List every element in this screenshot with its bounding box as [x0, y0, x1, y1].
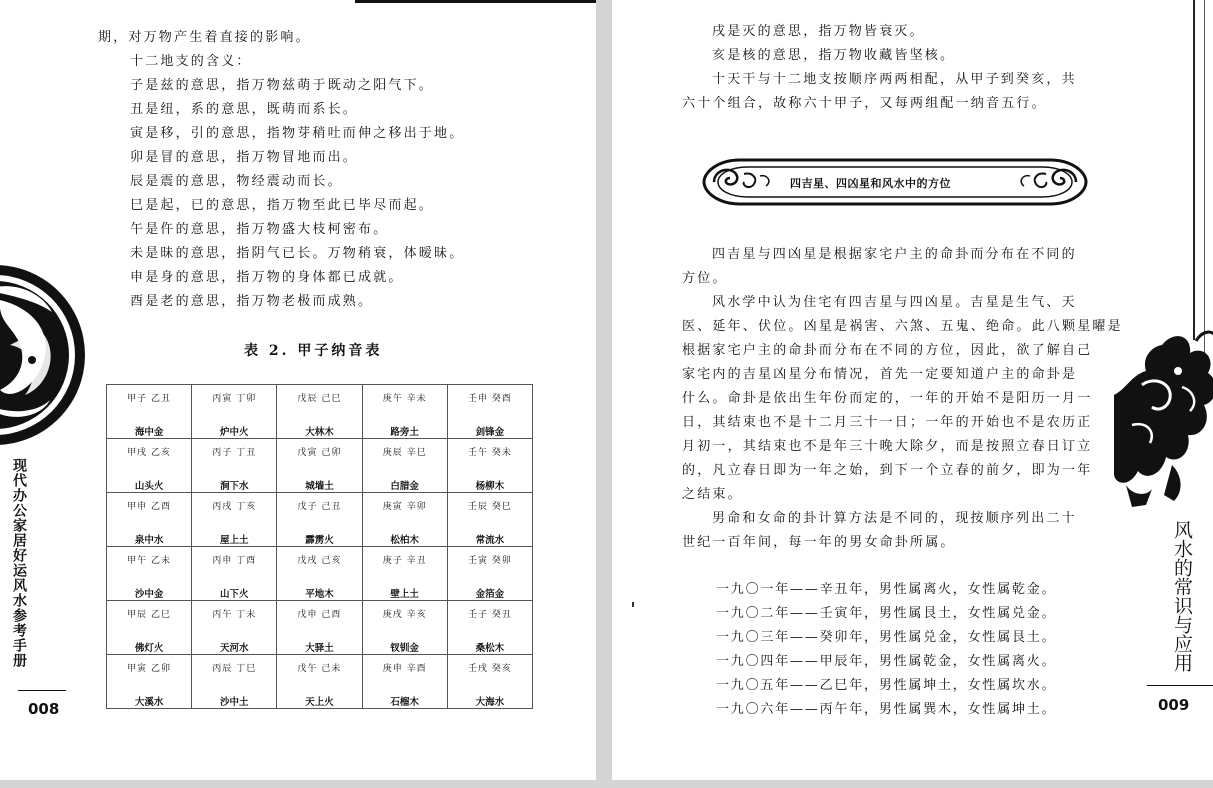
- decorative-medallion: [0, 250, 90, 460]
- table-cell: [107, 385, 192, 439]
- paragraph: 风水学中认为住宅有四吉星与四凶星。吉星是生气、天: [712, 295, 1077, 310]
- nayin-element: 涧下水: [220, 481, 249, 492]
- paragraph: 月初一，其结束也不是年三十晚大除夕，而是按照立春日订立: [682, 439, 1093, 454]
- table-cell: [447, 601, 532, 655]
- table-cell: [192, 655, 277, 709]
- page-number-rule: [1147, 685, 1213, 686]
- table-cell: [362, 655, 447, 709]
- paragraph: 期，对万物产生着直接的影响。: [98, 30, 311, 45]
- year-entry: 一九〇三年——癸卯年，男性属兑金，女性属艮土。: [716, 630, 1057, 645]
- nayin-element: 屋上土: [220, 535, 249, 546]
- paragraph: 什么。命卦是依出生年份而定的，一年的开始不是阳历一月一: [682, 391, 1093, 406]
- paragraph: 酉是老的意思，指万物老极而成熟。: [130, 294, 374, 309]
- paragraph: 之结束。: [682, 487, 743, 502]
- nayin-element: 泉中水: [134, 535, 164, 546]
- table-cell: [362, 439, 447, 493]
- ganzhi-pair: 庚午 辛未: [382, 394, 427, 404]
- paragraph: 四吉星与四凶星是根据家宅户主的命卦而分布在不同的: [712, 247, 1077, 262]
- ganzhi-pair: 丙戌 丁亥: [212, 502, 257, 512]
- paragraph: 子是兹的意思，指万物兹萌于既动之阳气下。: [130, 78, 435, 93]
- paragraph: 申是身的意思，指万物的身体都已成就。: [130, 270, 404, 285]
- ganzhi-pair: 甲午 乙未: [127, 556, 172, 566]
- table-cell: [277, 547, 362, 601]
- paragraph: 日，其结束也不是十二月三十一日；一年的开始也不是农历正: [682, 415, 1093, 430]
- nayin-element: 常流水: [475, 535, 505, 546]
- ganzhi-pair: 甲寅 乙卯: [127, 664, 172, 674]
- nayin-element: 沙中金: [134, 589, 164, 600]
- ganzhi-pair: 壬申 癸酉: [467, 394, 512, 404]
- table-cell: [192, 493, 277, 547]
- year-entry: 一九〇二年——壬寅年，男性属艮土，女性属兑金。: [716, 606, 1057, 621]
- nayin-element: 杨柳木: [475, 481, 505, 492]
- ganzhi-pair: 壬午 癸未: [467, 448, 512, 458]
- table-row: [107, 385, 533, 439]
- table-row: [107, 439, 533, 493]
- nayin-element: 石榴木: [390, 697, 419, 708]
- year-entry: 一九〇五年——乙巳年，男性属坤土，女性属坎水。: [716, 678, 1057, 693]
- paragraph: 寅是移，引的意思，指物芽稍吐而伸之移出于地。: [130, 126, 465, 141]
- qilin-illustration: [1112, 325, 1213, 515]
- ganzhi-pair: 甲子 乙丑: [127, 394, 172, 404]
- ganzhi-pair: 丙辰 丁巳: [212, 664, 257, 674]
- table-cell: [277, 601, 362, 655]
- page-number: 009: [1158, 696, 1190, 714]
- nayin-element: 天河水: [220, 643, 249, 654]
- table-title: 表 2. 甲子纳音表: [244, 343, 383, 359]
- nayin-element: 金箔金: [475, 589, 505, 600]
- paragraph: 辰是震的意思，物经震动而长。: [130, 174, 343, 189]
- table-cell: [447, 439, 532, 493]
- nayin-element: 平地木: [305, 589, 334, 600]
- table-row: [107, 655, 533, 709]
- table-cell: [277, 439, 362, 493]
- nayin-element: 桑松木: [475, 643, 505, 654]
- ganzhi-pair: 甲申 乙酉: [127, 502, 172, 512]
- paragraph: 方位。: [682, 271, 728, 286]
- ganzhi-pair: 戊辰 己巳: [297, 394, 342, 404]
- paragraph: 巳是起，已的意思，指万物至此已毕尽而起。: [130, 198, 435, 213]
- table-cell: [362, 493, 447, 547]
- ganzhi-pair: 丙申 丁酉: [212, 556, 257, 566]
- table-cell: [447, 493, 532, 547]
- ganzhi-pair: 庚辰 辛巳: [382, 448, 427, 458]
- nayin-element: 路旁土: [390, 427, 419, 438]
- paragraph: 的，凡立春日即为一年之始，到下一个立春的前夕，即为一年: [682, 463, 1093, 478]
- nayin-table: [106, 384, 533, 709]
- paragraph: 未是昧的意思，指阴气已长。万物稍衰，体暧昧。: [130, 246, 465, 261]
- ganzhi-pair: 庚戌 辛亥: [382, 610, 427, 620]
- edge-rule: [1193, 0, 1195, 340]
- paragraph: 十天干与十二地支按顺序两两相配，从甲子到癸亥，共: [712, 72, 1077, 87]
- nayin-element: 钗钏金: [390, 643, 419, 654]
- paragraph: 医、延年、伏位。凶星是祸害、六煞、五鬼、绝命。此八颗星曜是: [682, 319, 1123, 334]
- ganzhi-pair: 甲戌 乙亥: [127, 448, 172, 458]
- ganzhi-pair: 壬戌 癸亥: [467, 664, 512, 674]
- page-number-rule: [18, 690, 66, 691]
- nayin-element: 山头火: [134, 481, 164, 492]
- nayin-element: 大海水: [475, 697, 505, 708]
- nayin-element: 天上火: [305, 697, 334, 708]
- paragraph: 卯是冒的意思，指万物冒地而出。: [130, 150, 359, 165]
- paragraph: 亥是核的意思，指万物收藏皆坚核。: [712, 48, 956, 63]
- paragraph: 男命和女命的卦计算方法是不同的，现按顺序列出二十: [712, 511, 1077, 526]
- year-entry: 一九〇四年——甲辰年，男性属乾金，女性属离火。: [716, 654, 1057, 669]
- year-entry: 一九〇六年——丙午年，男性属巽木，女性属坤土。: [716, 702, 1057, 717]
- table-row: [107, 493, 533, 547]
- nayin-element: 城墙土: [305, 481, 334, 492]
- table-row: [107, 601, 533, 655]
- ganzhi-pair: 丙午 丁未: [212, 610, 257, 620]
- nayin-element: 壁上土: [390, 589, 419, 600]
- book-title-vertical: 现代办公家居好运风水参考手册: [11, 458, 27, 668]
- ganzhi-pair: 庚子 辛丑: [382, 556, 427, 566]
- ganzhi-pair: 戊戌 己亥: [297, 556, 342, 566]
- table-cell: [107, 655, 192, 709]
- paragraph: 家宅内的吉星凶星分布情况，首先一定要知道户主的命卦是: [682, 367, 1078, 382]
- ganzhi-pair: 甲辰 乙巳: [127, 610, 172, 620]
- table-cell: [107, 439, 192, 493]
- table-cell: [277, 655, 362, 709]
- nayin-element: 松柏木: [390, 535, 419, 546]
- print-speck: [632, 602, 634, 607]
- nayin-element: 大溪水: [134, 697, 164, 708]
- ganzhi-pair: 壬寅 癸卯: [467, 556, 512, 566]
- table-cell: [107, 547, 192, 601]
- table-row: [107, 547, 533, 601]
- paragraph: 六十个组合，故称六十甲子，又每两组配一纳音五行。: [682, 96, 1047, 111]
- section-title: 四吉星、四凶星和风水中的方位: [790, 177, 951, 190]
- ganzhi-pair: 壬子 癸丑: [467, 610, 512, 620]
- table-cell: [447, 547, 532, 601]
- nayin-element: 大林木: [305, 427, 334, 438]
- table-cell: [447, 655, 532, 709]
- table-cell: [447, 385, 532, 439]
- table-cell: [192, 547, 277, 601]
- nayin-element: 海中金: [134, 427, 164, 438]
- paragraph: 午是仵的意思，指万物盛大枝柯密布。: [130, 222, 389, 237]
- paragraph: 戌是灭的意思，指万物皆衰灭。: [712, 24, 925, 39]
- paragraph: 丑是纽，系的意思，既萌而系长。: [130, 102, 359, 117]
- table-cell: [362, 547, 447, 601]
- ganzhi-pair: 庚寅 辛卯: [382, 502, 427, 512]
- right-page: [612, 0, 1213, 780]
- table-cell: [107, 493, 192, 547]
- table-cell: [362, 601, 447, 655]
- left-page: [0, 0, 596, 780]
- edge-rule: [1204, 0, 1205, 380]
- table-cell: [192, 601, 277, 655]
- ganzhi-pair: 庚申 辛酉: [382, 664, 427, 674]
- table-cell: [192, 385, 277, 439]
- ganzhi-pair: 戊午 己未: [297, 664, 342, 674]
- nayin-element: 霹雳火: [305, 535, 334, 546]
- top-rule: [355, 0, 596, 3]
- paragraph: 根据家宅户主的命卦而分布在不同的方位，因此，欲了解自己: [682, 343, 1093, 358]
- ganzhi-pair: 丙子 丁丑: [212, 448, 257, 458]
- page-number: 008: [28, 700, 60, 718]
- nayin-element: 沙中土: [220, 697, 249, 708]
- ganzhi-pair: 戊子 己丑: [297, 502, 342, 512]
- table-cell: [362, 385, 447, 439]
- nayin-element: 剑锋金: [475, 427, 505, 438]
- table-cell: [192, 439, 277, 493]
- table-cell: [277, 493, 362, 547]
- table-cell: [107, 601, 192, 655]
- ganzhi-pair: 丙寅 丁卯: [212, 394, 257, 404]
- nayin-element: 山下火: [220, 589, 249, 600]
- nayin-element: 大驿土: [305, 643, 334, 654]
- paragraph: 世纪一百年间，每一年的男女命卦所属。: [682, 535, 956, 550]
- nayin-element: 炉中火: [220, 427, 249, 438]
- book-title-vertical: 风水的常识与应用: [1171, 520, 1193, 672]
- paragraph: 十二地支的含义：: [130, 54, 252, 69]
- ganzhi-pair: 壬辰 癸巳: [467, 502, 512, 512]
- ganzhi-pair: 戊寅 己卯: [297, 448, 342, 458]
- table-cell: [277, 385, 362, 439]
- nayin-element: 白腊金: [390, 481, 419, 492]
- year-entry: 一九〇一年——辛丑年，男性属离火，女性属乾金。: [716, 582, 1057, 597]
- nayin-element: 佛灯火: [134, 643, 164, 654]
- ganzhi-pair: 戊申 己酉: [297, 610, 342, 620]
